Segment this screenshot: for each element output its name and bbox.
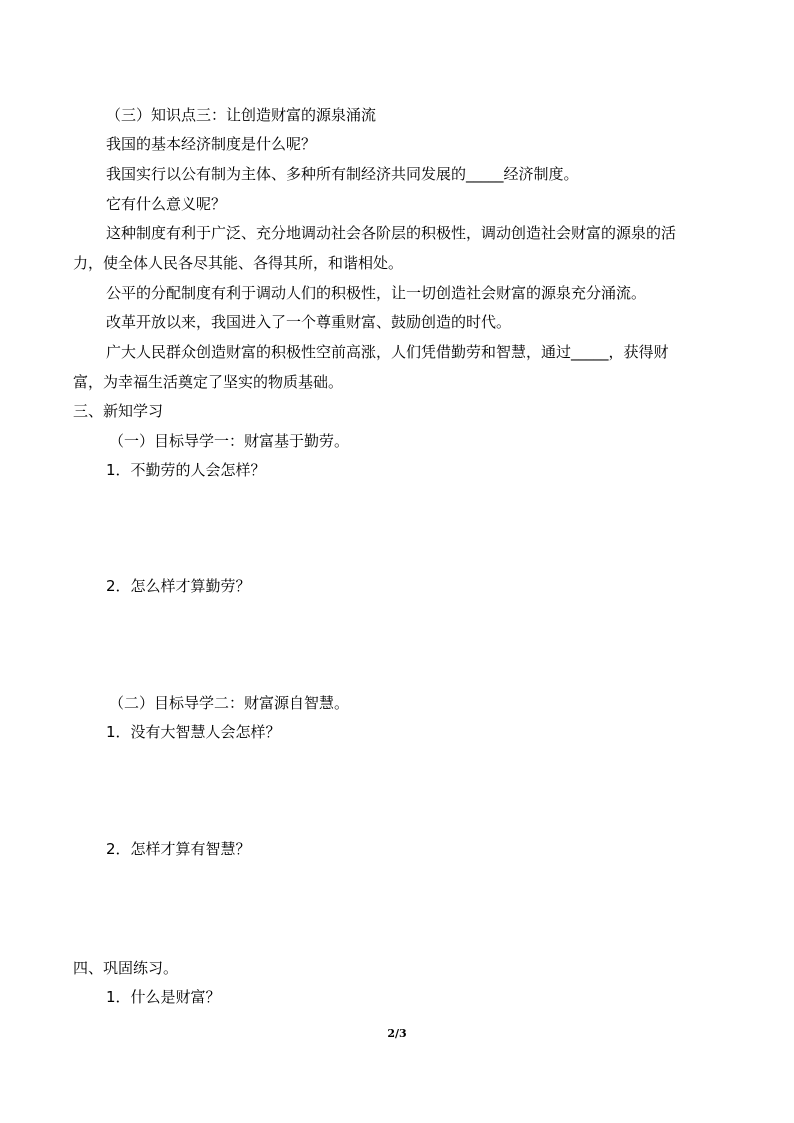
goal-2-question-2: 2．怎样才算有智慧？: [106, 840, 251, 858]
heading-practice: 四、巩固练习。: [73, 959, 179, 977]
answer-basic-system: 我国实行以公有制为主体、多种所有制经济共同发展的_____经济制度。: [106, 165, 579, 183]
page-number: 2/3: [387, 1027, 407, 1040]
paragraph-distribution: 公平的分配制度有利于调动人们的积极性，让一切创造社会财富的源泉充分涌流。: [106, 284, 647, 302]
paragraph-people-line2: 富，为幸福生活奠定了坚实的物质基础。: [73, 373, 344, 391]
goal-1-title: （一）目标导学一：财富基于勤劳。: [109, 432, 350, 450]
heading-new-learning: 三、新知学习: [73, 402, 164, 420]
paragraph-system-benefit-line1: 这种制度有利于广泛、充分地调动社会各阶层的积极性，调动创造社会财富的源泉的活: [106, 224, 677, 242]
question-basic-system: 我国的基本经济制度是什么呢？: [106, 135, 317, 153]
goal-2-title: （二）目标导学二：财富源自智慧。: [109, 694, 350, 712]
paragraph-people-line1: 广大人民群众创造财富的积极性空前高涨，人们凭借勤劳和智慧，通过_____，获得财: [106, 343, 669, 361]
paragraph-reform: 改革开放以来，我国进入了一个尊重财富、鼓励创造的时代。: [106, 313, 512, 331]
goal-2-question-1: 1．没有大智慧人会怎样？: [106, 723, 281, 741]
practice-question-1: 1．什么是财富？: [106, 988, 221, 1006]
section-title-knowledge-3: （三）知识点三：让创造财富的源泉涌流: [106, 106, 377, 124]
goal-1-question-2: 2．怎么样才算勤劳？: [106, 577, 251, 595]
paragraph-system-benefit-line2: 力，使全体人民各尽其能、各得其所，和谐相处。: [73, 254, 404, 272]
question-significance: 它有什么意义呢？: [106, 195, 227, 213]
goal-1-question-1: 1．不勤劳的人会怎样？: [106, 461, 266, 479]
